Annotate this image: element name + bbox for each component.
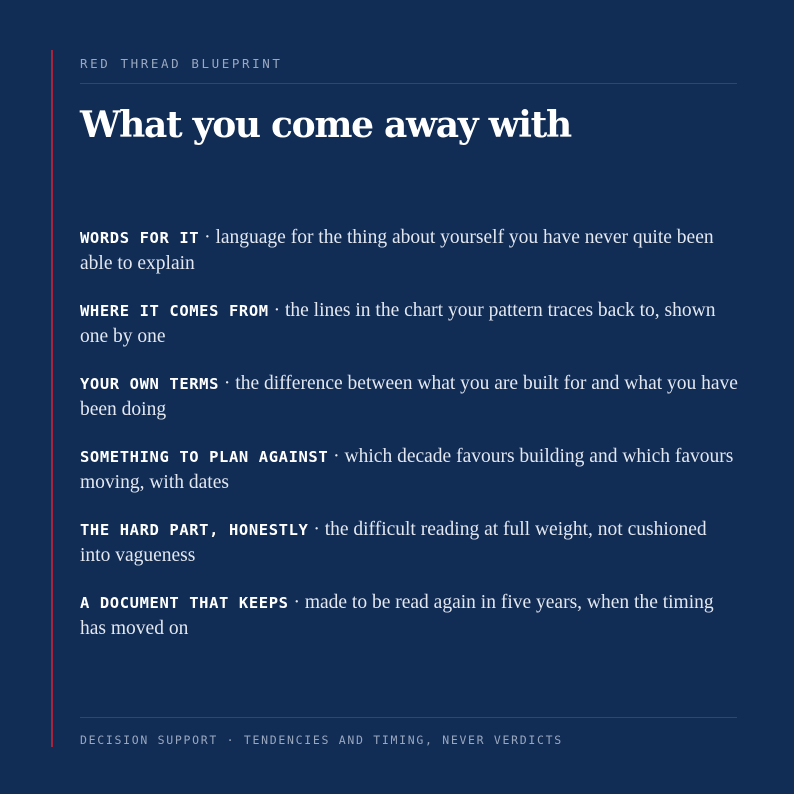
footer-divider (80, 717, 737, 718)
list-item (80, 444, 740, 517)
item-text: which decade favours building and which favours moving, with dates (80, 446, 734, 493)
item-separator: · (308, 519, 325, 540)
item-text: language for the thing about yourself you have never quite been able to explain (80, 227, 714, 274)
page-title: What you come away with (80, 104, 571, 146)
header-divider (80, 83, 737, 84)
list-item (80, 590, 740, 663)
item-separator: · (328, 446, 345, 467)
footer-tagline: DECISION SUPPORT · TENDENCIES AND TIMING, NEVER VERDICTS (80, 733, 563, 747)
list-item (80, 225, 740, 298)
item-key: YOUR OWN TERMS (80, 375, 220, 393)
item-key: THE HARD PART, HONESTLY (80, 521, 309, 539)
item-separator: · (219, 373, 236, 394)
item-key: WORDS FOR IT (80, 229, 200, 247)
red-thread-accent-line (51, 50, 53, 747)
eyebrow-label: RED THREAD BLUEPRINT (80, 56, 283, 71)
item-key: WHERE IT COMES FROM (80, 302, 269, 320)
item-separator: · (199, 227, 216, 248)
item-key: A DOCUMENT THAT KEEPS (80, 594, 289, 612)
item-text: the difficult reading at full weight, not cushioned into vagueness (80, 519, 707, 566)
benefits-list (80, 225, 740, 663)
item-separator: · (288, 592, 305, 613)
item-separator: · (268, 300, 285, 321)
item-key: SOMETHING TO PLAN AGAINST (80, 448, 329, 466)
list-item (80, 371, 740, 444)
item-text: the lines in the chart your pattern traces back to, shown one by one (80, 300, 716, 347)
item-text: the difference between what you are built for and what you have been doing (80, 373, 738, 420)
list-item (80, 517, 740, 590)
item-text: made to be read again in five years, when the timing has moved on (80, 592, 714, 639)
list-item (80, 298, 740, 371)
